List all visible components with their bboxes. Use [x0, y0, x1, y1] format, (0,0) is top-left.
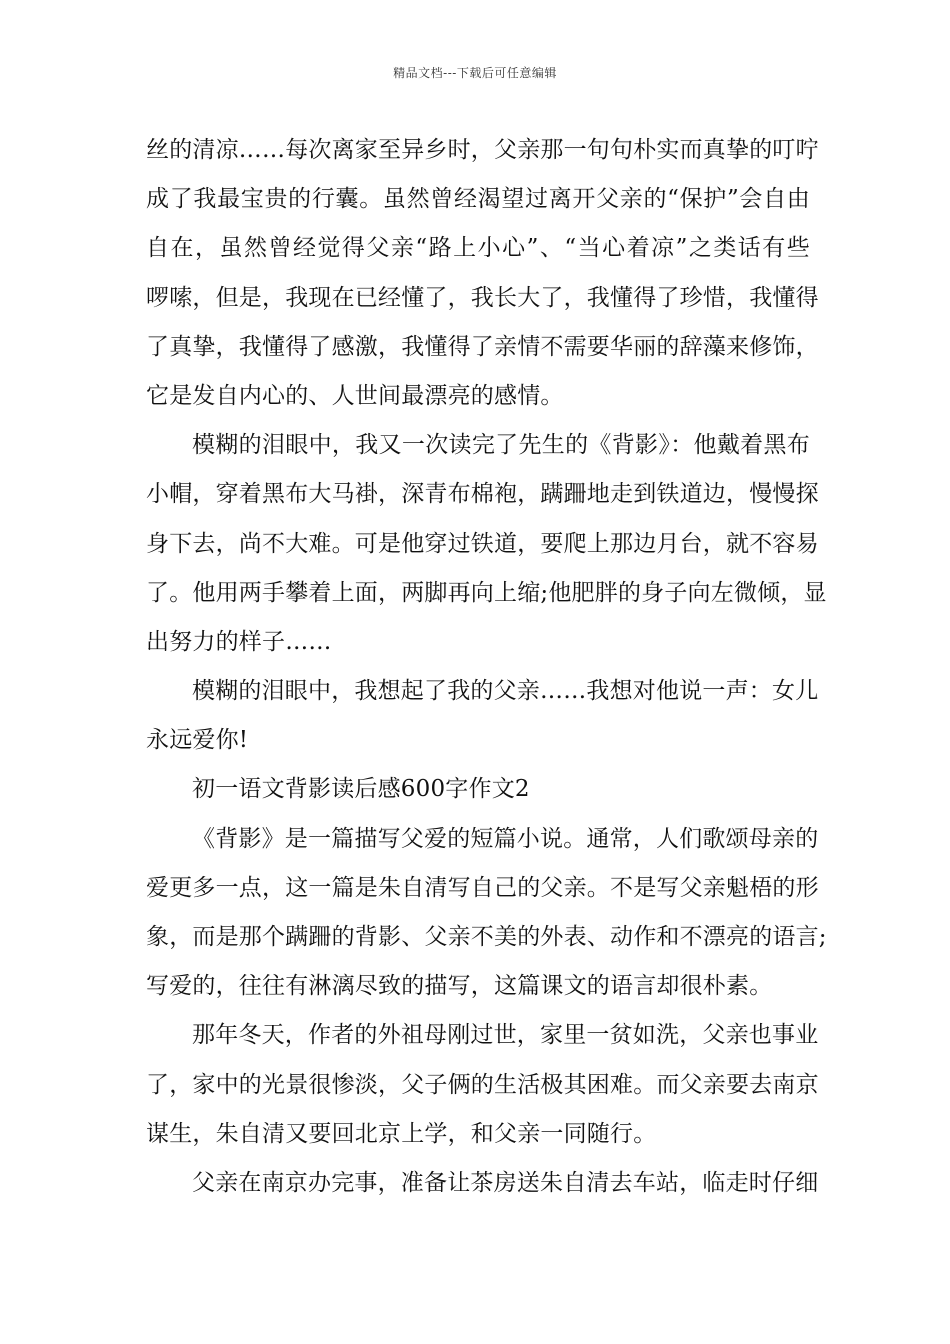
text-line: 那年冬天，作者的外祖母刚过世，家里一贫如洗，父亲也事业 [192, 1022, 819, 1049]
text-line: 成了我最宝贵的行囊。虽然曾经渴望过离开父亲的“保护”会自由 [146, 186, 810, 213]
page-header: 精品文档---下载后可任意编辑 [393, 66, 557, 80]
document-body [146, 126, 827, 1208]
text-line: 初一语文背影读后感600字作文2 [192, 776, 530, 803]
paragraph [146, 765, 810, 814]
text-line: 小帽，穿着黑布大马褂，深青布棉袍，蹒跚地走到铁道边，慢慢探 [146, 481, 819, 508]
text-line: 出努力的样子…… [146, 628, 332, 655]
paragraph [146, 1159, 819, 1208]
text-line: 了。他用两手攀着上面，两脚再向上缩;他肥胖的身子向左微倾，显 [146, 579, 827, 606]
paragraph [146, 126, 819, 421]
paragraph [146, 1011, 819, 1159]
text-line: 模糊的泪眼中，我又一次读完了先生的《背影》：他戴着黑布 [192, 432, 810, 459]
text-line: 了真挚，我懂得了感激，我懂得了亲情不需要华丽的辞藻来修饰， [146, 333, 819, 360]
text-line: 模糊的泪眼中，我想起了我的父亲……我想对他说一声：女儿 [192, 678, 819, 705]
text-line: 永远爱你! [146, 727, 249, 754]
text-line: 了，家中的光景很惨淡，父子俩的生活极其困难。而父亲要去南京 [146, 1071, 819, 1098]
paragraph [146, 421, 827, 667]
paragraph [146, 667, 819, 765]
paragraph [146, 815, 827, 1012]
text-line: 写爱的，往往有淋漓尽致的描写，这篇课文的语言却很朴素。 [146, 973, 773, 1000]
text-line: 身下去，尚不大难。可是他穿过铁道，要爬上那边月台，就不容易 [146, 530, 819, 557]
text-line: 它是发自内心的、人世间最漂亮的感情。 [146, 382, 564, 409]
text-line: 啰嗦，但是，我现在已经懂了，我长大了，我懂得了珍惜，我懂得 [146, 284, 819, 311]
text-line: 《背影》是一篇描写父爱的短篇小说。通常，人们歌颂母亲的 [192, 825, 819, 852]
text-line: 爱更多一点，这一篇是朱自清写自己的父亲。不是写父亲魁梧的形 [146, 874, 819, 901]
text-line: 父亲在南京办完事，准备让茶房送朱自清去车站，临走时仔细 [192, 1169, 819, 1196]
text-line: 谋生，朱自清又要回北京上学，和父亲一同随行。 [146, 1120, 657, 1147]
text-line: 丝的清凉……每次离家至异乡时，父亲那一句句朴实而真挚的叮咛 [146, 137, 819, 163]
text-line: 象，而是那个蹒跚的背影、父亲不美的外表、动作和不漂亮的语言; [146, 924, 827, 950]
text-line: 自在，虽然曾经觉得父亲“路上小心”、“当心着凉”之类话有些 [146, 235, 810, 262]
